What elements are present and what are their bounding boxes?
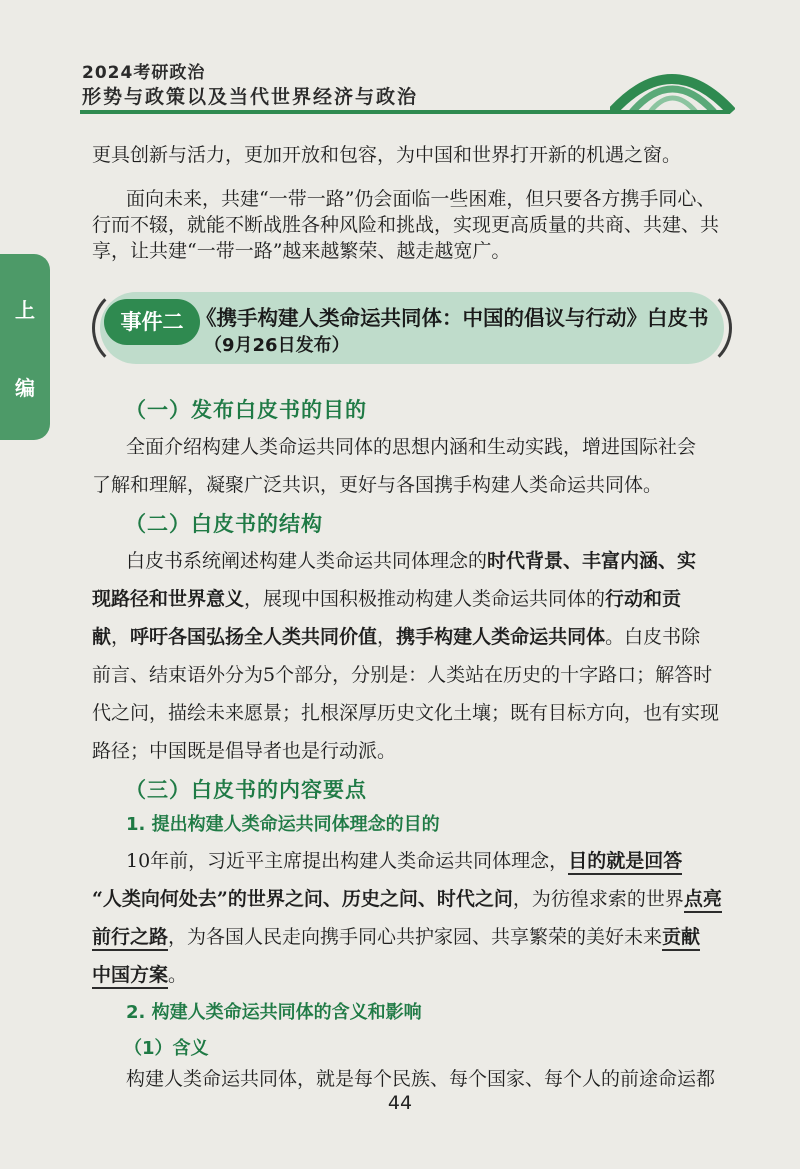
event-date: （9月26日发布） — [204, 335, 350, 356]
section-3-heading: （三）白皮书的内容要点 — [125, 778, 367, 802]
header-arc-decoration — [610, 52, 735, 114]
section-3-line-4 — [92, 960, 187, 987]
side-tab-char-1: 上 — [15, 298, 35, 322]
event-title: 《携手构建人类命运共同体：中国的倡议与行动》白皮书 — [196, 306, 709, 330]
section-3-text: 10年前，习近平主席提出构建人类命运共同体理念， — [126, 850, 569, 872]
section-2-text: ， — [377, 626, 397, 648]
section-3-line-1 — [126, 846, 682, 873]
section-3-text: ，为彷徨求索的世界 — [512, 888, 684, 910]
intro-line-3: 行而不辍，就能不断战胜各种风险和挑战，实现更高质量的共商、共建、共 — [92, 214, 720, 236]
section-3-underlined: 贡献 — [662, 926, 700, 951]
section-2-heading: （二）白皮书的结构 — [125, 512, 323, 536]
section-3-underlined: 点亮 — [684, 888, 722, 913]
header-exam-title: 2024考研政治 — [82, 63, 206, 83]
section-2-text: 。白皮书除 — [605, 626, 701, 648]
section-2-line-4: 前言、结束语外分为5个部分，分别是：人类站在历史的十字路口；解答时 — [92, 664, 713, 686]
section-2-line-3 — [92, 622, 700, 649]
section-3-emphasis: “人类向何处去”的世界之问、历史之问、时代之问 — [92, 888, 513, 910]
section-2-line-5: 代之问，描绘未来愿景；扎根深厚历史文化土壤；既有目标方向，也有实现 — [92, 702, 720, 724]
page-number: 44 — [387, 1092, 413, 1114]
section-2-text: 白皮书系统阐述构建人类命运共同体理念的 — [126, 550, 488, 572]
section-3-last-line: 构建人类命运共同体，就是每个民族、每个国家、每个人的前途命运都 — [126, 1068, 716, 1090]
side-tab-char-2: 编 — [15, 376, 35, 400]
section-2-emphasis: 时代背景、丰富内涵、实 — [487, 550, 697, 572]
section-2-line-1 — [126, 546, 696, 573]
intro-line-1: 更具创新与活力，更加开放和包容，为中国和世界打开新的机遇之窗。 — [92, 144, 682, 166]
section-2-emphasis: 行动和贡 — [605, 588, 682, 610]
intro-line-2: 面向未来，共建“一带一路”仍会面临一些困难，但只要各方携手同心、 — [126, 188, 716, 210]
section-3-subheading-1: 1. 提出构建人类命运共同体理念的目的 — [126, 814, 440, 835]
section-1-line-2: 了解和理解，凝聚广泛共识，更好与各国携手构建人类命运共同体。 — [92, 474, 663, 496]
side-tab — [0, 254, 50, 440]
section-2-emphasis: 现路径和世界意义 — [92, 588, 245, 610]
intro-line-4: 享，让共建“一带一路”越来越繁荣、越走越宽广。 — [92, 240, 511, 262]
header-book-title: 形势与政策以及当代世界经济与政治 — [82, 86, 419, 108]
section-1-line-1: 全面介绍构建人类命运共同体的思想内涵和生动实践，增进国际社会 — [126, 436, 697, 458]
section-3-underlined: 中国方案 — [92, 964, 168, 989]
section-1-heading: （一）发布白皮书的目的 — [125, 398, 367, 422]
section-3-text: 。 — [168, 964, 188, 986]
section-3-underlined: 目的就是回答 — [568, 850, 682, 875]
section-2-emphasis: 呼吁各国弘扬全人类共同价值 — [130, 626, 378, 648]
section-3-subheading-2: 2. 构建人类命运共同体的含义和影响 — [126, 1002, 422, 1023]
section-3-line-2 — [92, 884, 722, 911]
event-label-pill: 事件二 — [104, 299, 200, 345]
section-3-text: ，为各国人民走向携手同心共护家园、共享繁荣的美好未来 — [168, 926, 663, 948]
header-rule — [80, 110, 730, 114]
section-2-line-2 — [92, 584, 681, 611]
section-3-underlined: 前行之路 — [92, 926, 168, 951]
section-2-line-6: 路径；中国既是倡导者也是行动派。 — [92, 740, 397, 762]
section-2-text: ，展现中国积极推动构建人类命运共同体的 — [244, 588, 606, 610]
section-2-text: ， — [111, 626, 131, 648]
section-3-line-3 — [92, 922, 700, 949]
section-3-subheading-3: （1）含义 — [124, 1038, 209, 1059]
section-2-emphasis: 献 — [92, 626, 112, 648]
section-2-emphasis: 携手构建人类命运共同体 — [396, 626, 606, 648]
